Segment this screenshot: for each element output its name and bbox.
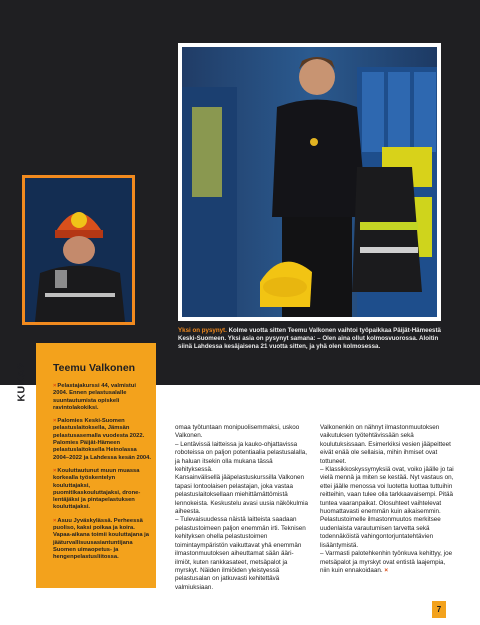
portrait-photo-firefighter-helmet [22,175,135,325]
article-column-middle [175,424,310,592]
main-photo-firefighter-locker-room [178,43,441,321]
article-paragraph-last [320,550,455,575]
main-photo-illustration [182,47,437,317]
caption-text: Kolme vuotta sitten Teemu Valkonen vaihtoi työpaikkaa Päijät-Hämeestä Keski-Suomeen. Yksi asia on pysynyt samana: – Olen aina ollut kolmosvuorossa. Aloitin siinä Lahdessa kesäjaisena 21 vuotta sitten, ja yhä olen kolmosessa. [178,327,441,351]
article-last-text: – Varmasti palotehkenhin työnkuva kehittyy, joe metsäpalot ja myrskyt ovat entistä laajempia, niin kuin ennakoidaan. [320,550,453,574]
profile-fact-text: Pelastajakurssi 44, valmistui 2004. Ennen pelastusalalle suuntautumista opiskeli ravintolakokiksi. [53,383,137,411]
profile-fact [53,468,151,512]
article-paragraph: – Lentävissä laitteissa ja kauko-ohjattavissa roboteissa on paljon potentiaalia pelastusalalla, ja haluan itsekin olla mukana tässä kehityksessä. [175,440,307,474]
profile-fact-text: Palomies Keski-Suomen pelastuslaitoksella, Jämsän pelastusasemalla vuodesta 2022. Palomies Päijät-Hämeen pelastuslaitoksella Heinolassa 2004–2022 ja Lahdessa kesän 2004. [53,418,151,461]
article-paragraph: Pelastustoimelle ilmastonmuutos merkitsee uudenlaista varautumisen tarvetta sekä todennäköistä vahingontorjuntatehtävien lisääntymistä. [320,516,441,549]
profile-fact [53,518,151,562]
article-column-right [320,424,455,575]
profile-fact [53,418,151,462]
caption-highlight: Yksi on pysynyt. [178,327,227,334]
profile-facts-list [53,383,151,568]
article-paragraph: Valkonenkin on nähnyt ilmastonmuutoksen vaikutuksen työtehtävissään sekä koulutuksissaan. Esimerkiksi vesien jääpeitteet eivät enää ole sellaisia, mihin ihmiset ovat tottuneet. [320,424,451,465]
end-mark-icon: × [384,566,389,574]
article-paragraph: – Klassikkoskyssymyksiä ovat, voiko jäälle jo tai vielä mennä ja miten se kestää. Nyt vastaus on, ettei jäälle menossa voi luotetta luottaa tuttuihin reitteihin, vaan tulee olla tarkkaavaisempi. Pitää tuntea vaaranpaikat. Olosuhteet vaihtelevat huomattavasti enemmän kuin aikaisemmin. [320,466,454,516]
profile-name: Teemu Valkonen [53,362,136,374]
profile-fact-text: Kouluttautunut muun muassa korkealla työskentelyn kouluttajaksi, puomitikaskouluttajaksi, drone-lentäjäksi ja pintapelastuksen kouluttajaksi. [53,467,141,511]
article-paragraph: – Tulevaisuudessa näistä laitteista saadaan pelastustoimeen paljon enemmän irti. Teknisen kehityksen ohella pelastustoimen toimintaympäristön vaikuttavat yhä enemmän ilmastonmuutoksen aiheuttamat sään ääri-ilmiöt, kuten rankkasateet, metsäpalot ja myrskyt. Näiden ilmiöiden yleistyessä pelastusalan on jatkuvasti kehitettävä valmiuksiaan. [175,516,306,591]
profile-info-box [36,343,156,588]
kuka-label-text: KUKA? [15,362,28,402]
bullet-x-icon: × [53,517,57,524]
bullet-x-icon: × [53,467,57,474]
page-number: 7 [432,601,446,618]
bullet-x-icon: × [53,418,57,425]
profile-fact-text: Asuu Jyväskylässä. Perheessä puoliso, kaksi poikaa ja koira. Vapaa-aikana toimii kouluttajana ja jääturvallisuusasiantuntijana Suomen uimaopetus- ja hengenpelastusliitossa. [53,517,150,561]
bullet-x-icon: × [53,383,57,389]
photo-caption [178,327,446,352]
article-paragraph: Kansainvälisellä jääpelastuskurssilla Valkonen tapasi lontoolaisen pelastajan, joka vastaa pelastuslaitoksellaan miehittämättömistä lennokeista. Keskustelu avasi uusia näkökulmia aiheesta. [175,474,309,516]
profile-fact [53,383,151,412]
portrait-photo-illustration [25,178,132,322]
article-paragraph: omaa työtuntaan monipuolisemmaksi, uskoo Valkonen. [175,424,300,440]
kuka-side-label [16,358,34,408]
